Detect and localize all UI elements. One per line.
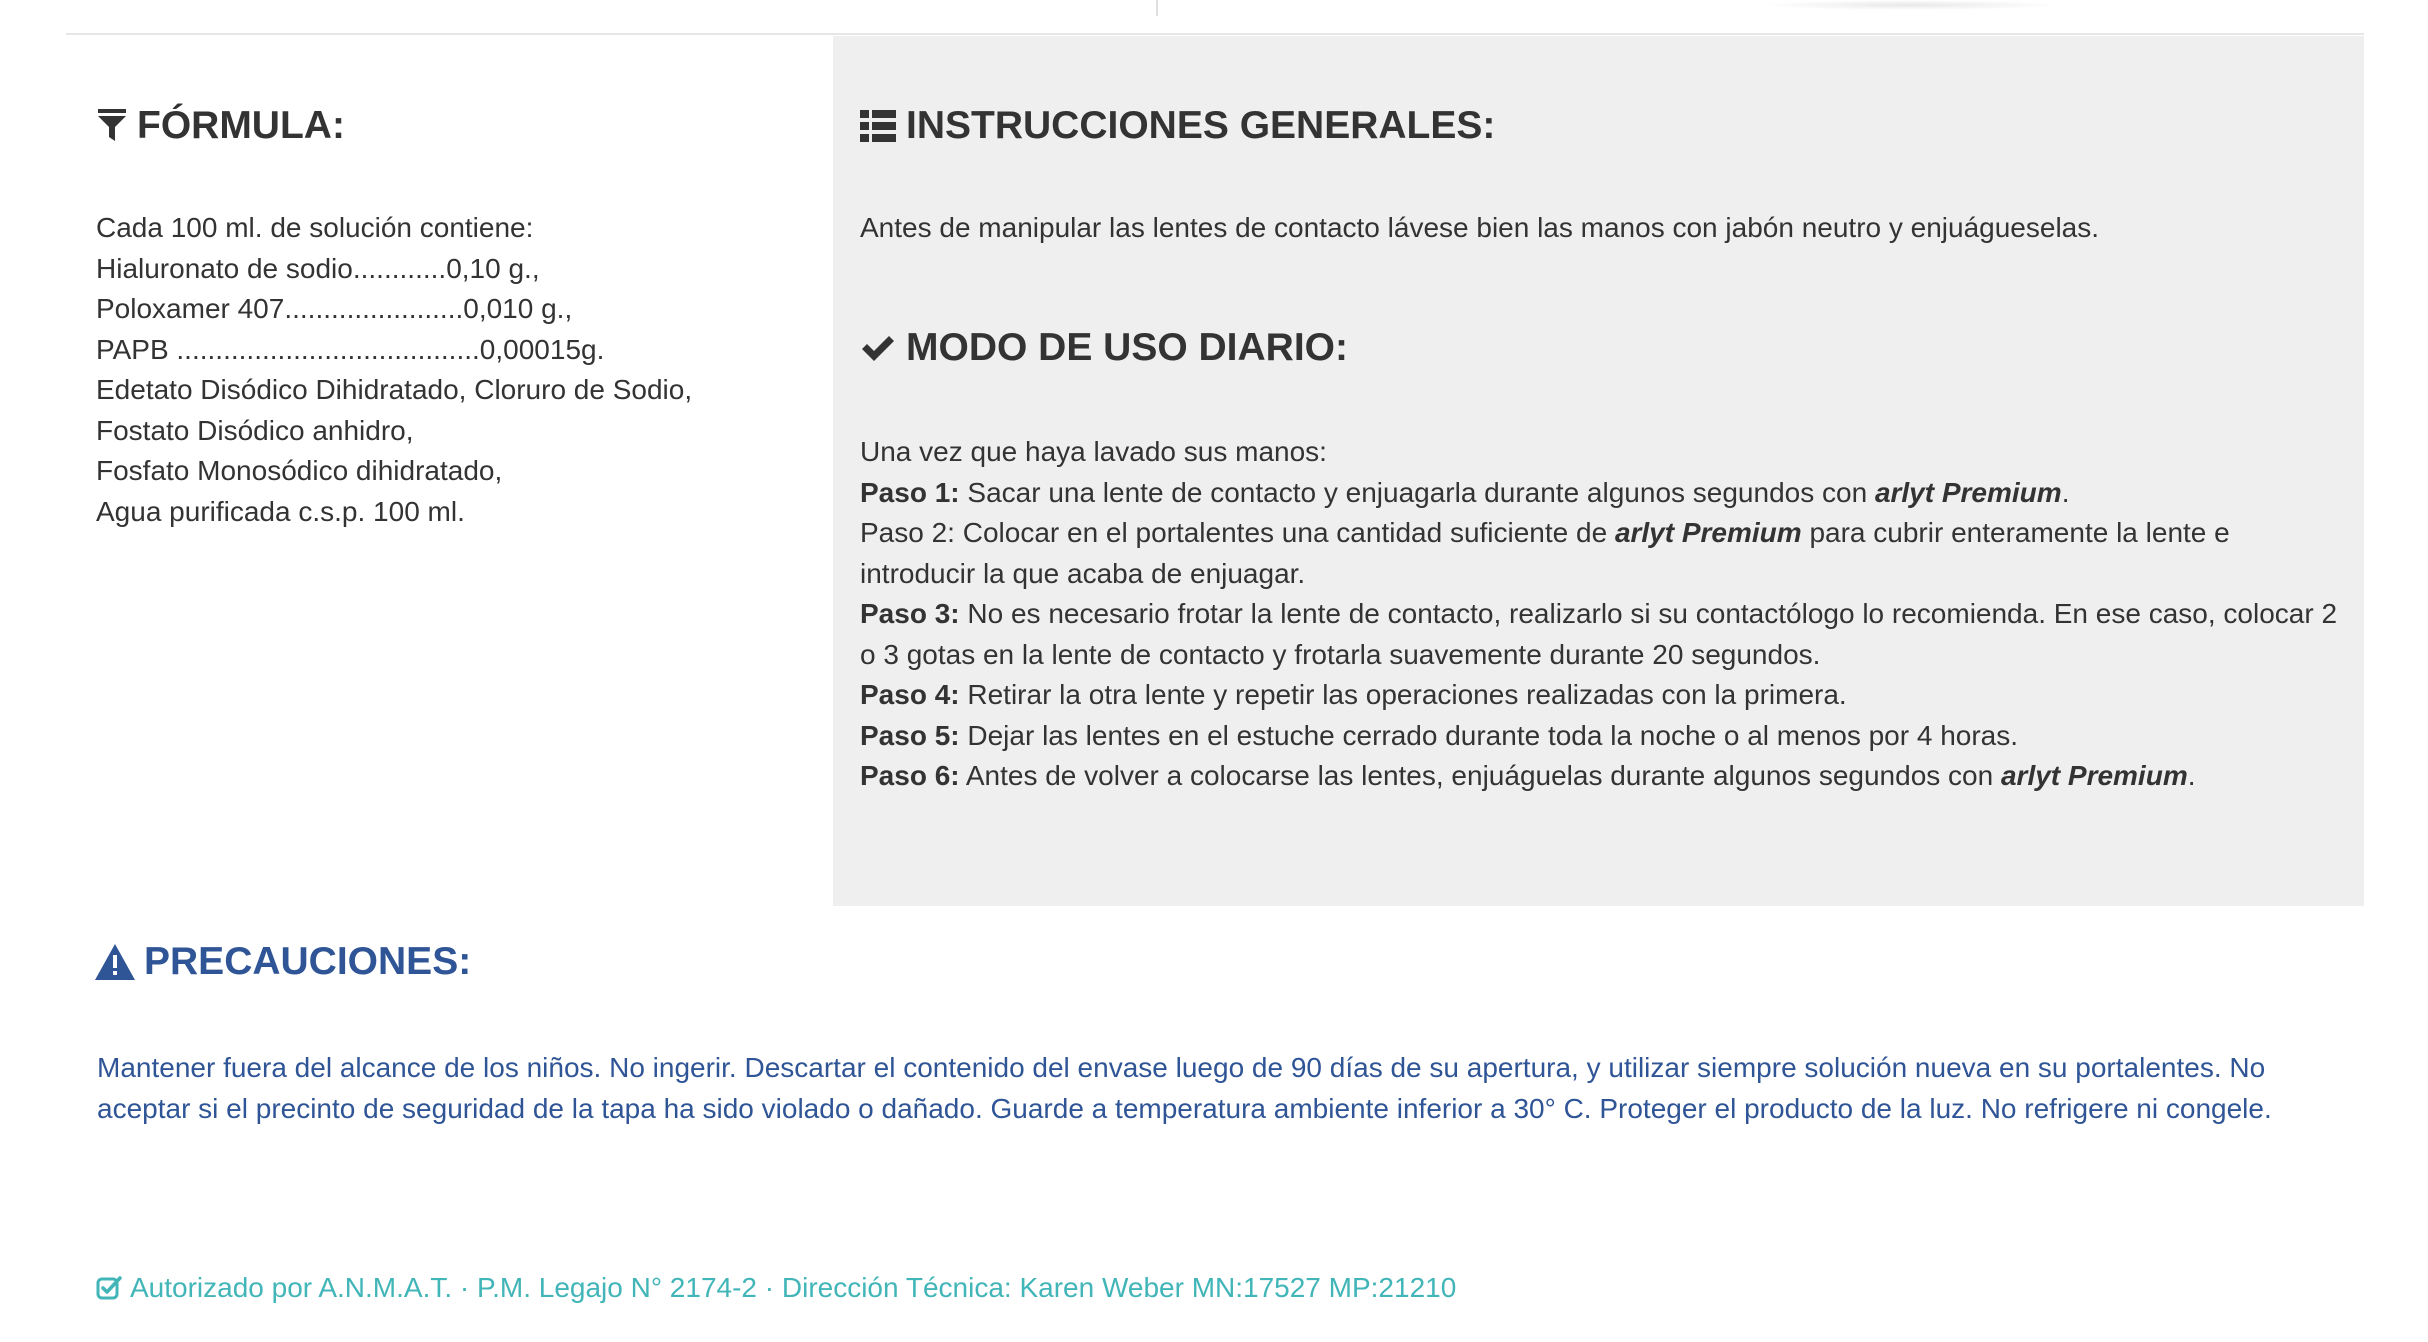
daily-use-heading <box>860 326 1348 370</box>
step-text: Antes de volver a colocarse las lentes, enjuáguelas durante algunos segundos con <box>959 760 2001 791</box>
formula-line: Fosfato Monosódico dihidratado, <box>96 455 503 486</box>
brand-name: arlyt Premium <box>1614 517 1802 548</box>
top-divider <box>66 33 2364 35</box>
step-label: Paso 3: <box>860 598 960 629</box>
precautions-heading <box>94 940 471 984</box>
daily-use-steps <box>860 432 2340 797</box>
step-label: Paso 2: <box>860 517 955 548</box>
step-label: Paso 5: <box>860 719 960 751</box>
step-5 <box>860 716 2340 757</box>
general-instructions-title: INSTRUCCIONES GENERALES: <box>906 104 1496 147</box>
general-instructions-paragraph: Antes de manipular las lentes de contacto lávese bien las manos con jabón neutro y enjuágueselas. <box>860 212 2100 243</box>
brand-name: arlyt Premium <box>2000 760 2188 791</box>
general-instructions-heading <box>860 104 1495 148</box>
step-label: Paso 6: <box>860 760 960 791</box>
formula-section <box>66 36 832 906</box>
step-text-end: para cubrir enteramente la lente e introducir la que acaba de enjuagar. <box>860 517 2230 589</box>
daily-use-title: MODO DE USO DIARIO: <box>906 326 1349 369</box>
step-3 <box>860 594 2340 675</box>
formula-line: Agua purificada c.s.p. 100 ml. <box>96 495 465 527</box>
step-2 <box>860 513 2340 594</box>
formula-title: FÓRMULA: <box>137 104 345 147</box>
step-label: Paso 4: <box>860 679 960 710</box>
formula-line: Fostato Disódico anhidro, <box>96 414 414 446</box>
filter-icon <box>97 109 127 143</box>
step-4 <box>860 675 2340 716</box>
formula-line: PAPB .......................................0,00015g. <box>96 333 605 365</box>
checkmark-icon <box>860 333 896 363</box>
step-text-end: . <box>2061 476 2070 508</box>
formula-heading <box>97 104 345 148</box>
warning-icon <box>94 943 136 981</box>
step-text: Dejar las lentes en el estuche cerrado durante toda la noche o al menos por 4 horas. <box>959 719 2019 751</box>
authorization-footer <box>96 1272 1456 1304</box>
precautions-title: PRECAUCIONES: <box>144 940 472 983</box>
instructions-panel <box>833 36 2364 906</box>
list-icon <box>860 110 896 142</box>
step-1 <box>860 473 2340 514</box>
formula-line: Hialuronato de sodio............0,10 g., <box>96 252 540 284</box>
formula-list <box>96 208 816 532</box>
step-text: Retirar la otra lente y repetir las operaciones realizadas con la primera. <box>959 679 1847 710</box>
precautions-text: Mantener fuera del alcance de los niños. No ingerir. Descartar el contenido del envase luego de 90 días de su apertura, y utilizar siempre solución nueva en su portalentes. No aceptar si el precinto de seguridad de la tapa ha sido violado o dañado. Guarde a temperatura ambiente inferior a 30° C. Proteger el producto de la luz. No refrigere ni congele. <box>97 1052 2272 1124</box>
step-text: Sacar una lente de contacto y enjuagarla durante algunos segundos con <box>959 476 1875 508</box>
brand-name: arlyt Premium <box>1874 476 2062 508</box>
formula-line: Cada 100 ml. de solución contiene: <box>96 212 534 243</box>
check-square-icon <box>96 1275 122 1301</box>
authorization-text: Autorizado por A.N.M.A.T. · P.M. Legajo N° 2174-2 · Dirección Técnica: Karen Weber MN:17527 MP:21210 <box>130 1272 1457 1303</box>
general-instructions-text <box>860 208 2320 249</box>
step-text: No es necesario frotar la lente de contacto, realizarlo si su contactólogo lo recomienda. En ese caso, colocar 2 o 3 gotas en la lente de contacto y frotarla suavemente durante 20 segundos. <box>860 598 2338 670</box>
top-shadow <box>1760 0 2060 10</box>
step-label: Paso 1: <box>860 476 960 508</box>
step-6 <box>860 756 2340 797</box>
step-text-end: . <box>2187 760 2196 791</box>
step-text: Colocar en el portalentes una cantidad suficiente de <box>954 517 1615 548</box>
formula-line: Poloxamer 407.......................0,010 g., <box>96 293 573 324</box>
formula-line: Edetato Disódico Dihidratado, Cloruro de Sodio, <box>96 374 693 405</box>
top-divider-mark <box>1156 0 1158 16</box>
daily-use-intro: Una vez que haya lavado sus manos: <box>860 436 1327 467</box>
